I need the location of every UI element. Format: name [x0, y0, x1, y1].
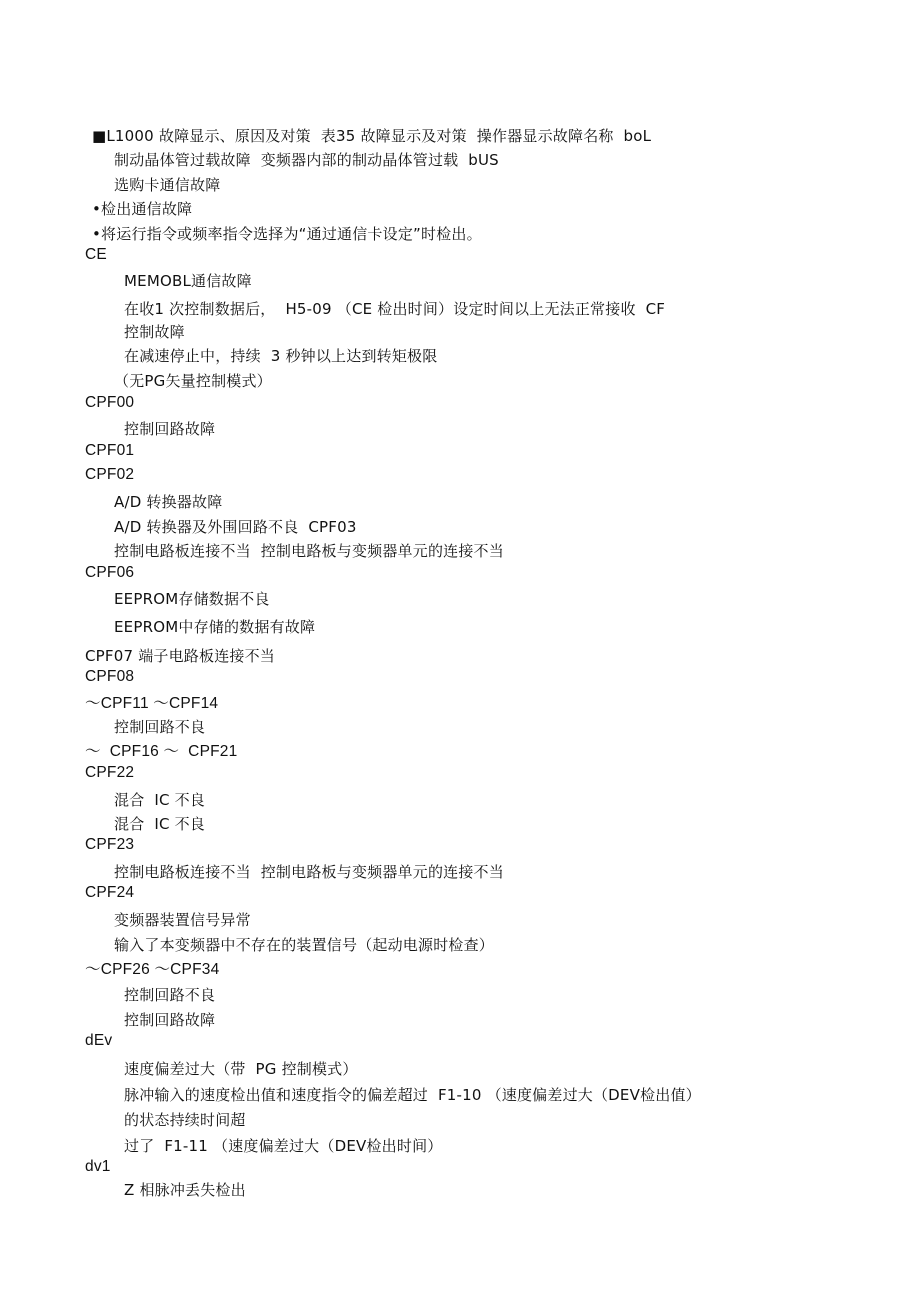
text-line: 制动晶体管过载故障 变频器内部的制动晶体管过载 bUS	[114, 151, 499, 169]
text-line: Z 相脉冲丢失检出	[124, 1181, 246, 1199]
fault-code: CPF08	[85, 668, 135, 685]
text-line: 选购卡通信故障	[114, 176, 221, 194]
text-line: 混合 IC 不良	[114, 791, 206, 809]
fault-code-range: ～CPF11 ～CPF14	[85, 695, 219, 712]
fault-code: CPF22	[85, 764, 135, 781]
text-line: 控制回路不良	[114, 718, 206, 736]
text-line: A/D 转换器故障	[114, 493, 223, 511]
fault-code: CPF01	[85, 442, 135, 459]
fault-code: CPF24	[85, 884, 135, 901]
fault-code-range: ～CPF26 ～CPF34	[85, 961, 220, 978]
text-line: 在收1 次控制数据后， H5-09 （CE 检出时间）设定时间以上无法正常接收 CF	[124, 300, 666, 318]
text-line: A/D 转换器及外围回路不良 CPF03	[114, 518, 357, 536]
fault-code: CPF06	[85, 564, 135, 581]
text-line: EEPROM中存储的数据有故障	[114, 618, 316, 636]
text-line: 控制故障	[124, 323, 185, 341]
fault-code: CPF00	[85, 394, 135, 411]
fault-code: CPF23	[85, 836, 135, 853]
text-line: 的状态持续时间超	[124, 1111, 246, 1129]
heading-line: ■L1000 故障显示、原因及对策 表35 故障显示及对策 操作器显示故障名称 boL	[92, 127, 652, 145]
text-line: 混合 IC 不良	[114, 815, 206, 833]
text-line: 控制回路不良	[124, 986, 216, 1004]
text-line: （无PG矢量控制模式）	[114, 372, 272, 390]
fault-code-range: ～ CPF16 ～ CPF21	[85, 743, 238, 760]
fault-code: CPF02	[85, 466, 135, 483]
text-line: 在减速停止中，持续 3 秒钟以上达到转矩极限	[124, 347, 438, 365]
text-line: 过了 F1-11 （速度偏差过大（DEV检出时间）	[124, 1137, 443, 1155]
fault-code: CE	[85, 246, 107, 263]
fault-code: dEv	[85, 1032, 113, 1049]
text-line: 输入了本变频器中不存在的装置信号（起动电源时检查）	[114, 936, 495, 954]
text-line: 控制回路故障	[124, 420, 216, 438]
text-line: 控制电路板连接不当 控制电路板与变频器单元的连接不当	[114, 863, 504, 881]
fault-code: dv1	[85, 1158, 111, 1175]
text-line: MEMOBL通信故障	[124, 272, 252, 290]
text-line: 脉冲输入的速度检出值和速度指令的偏差超过 F1-10 （速度偏差过大（DEV检出值）	[124, 1086, 701, 1104]
text-line: 控制电路板连接不当 控制电路板与变频器单元的连接不当	[114, 542, 504, 560]
text-line: 变频器装置信号异常	[114, 911, 251, 929]
text-line: 控制回路故障	[124, 1011, 216, 1029]
text-line: EEPROM存储数据不良	[114, 590, 270, 608]
text-line: 速度偏差过大（带 PG 控制模式）	[124, 1060, 358, 1078]
fault-code-line: CPF07 端子电路板连接不当	[85, 647, 276, 665]
bullet-line: •检出通信故障	[92, 200, 193, 218]
bullet-line: •将运行指令或频率指令选择为“通过通信卡设定”时检出。	[92, 225, 482, 243]
